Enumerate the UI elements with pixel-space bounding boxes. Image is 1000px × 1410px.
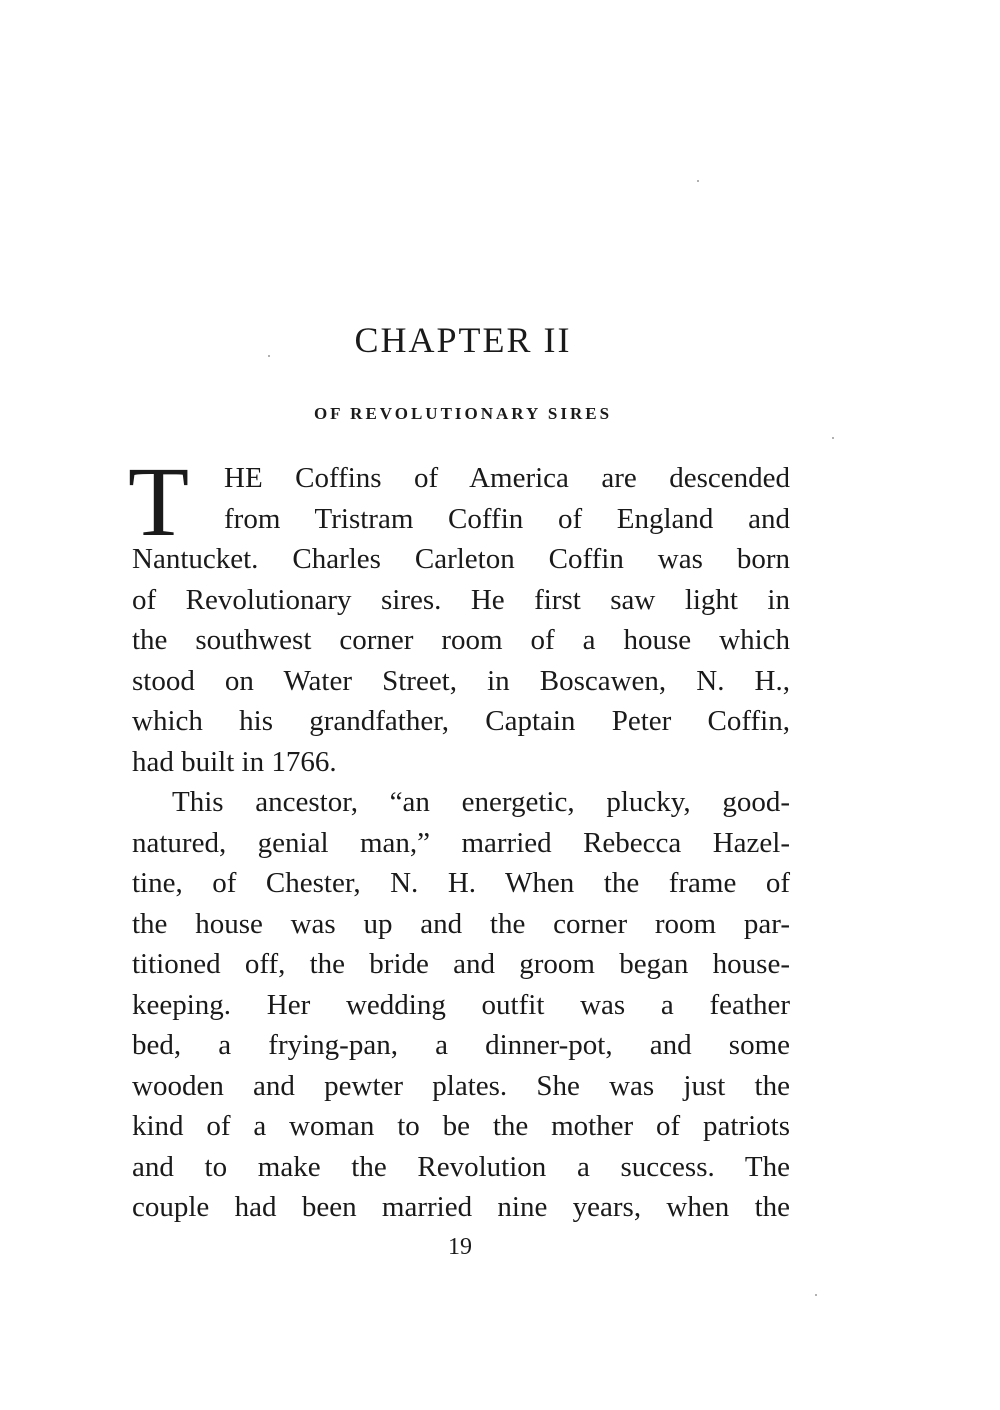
drop-cap: T	[128, 446, 190, 557]
text-line: bed, a frying-pan, a dinner-pot, and some	[132, 1029, 790, 1061]
text-line: from Tristram Coffin of England and	[224, 502, 790, 535]
text-line: This ancestor, “an energetic, plucky, good-	[172, 786, 790, 818]
text-line: wooden and pewter plates. She was just the	[132, 1069, 790, 1102]
text-line: natured, genial man,” married Rebecca Hazel-	[132, 826, 790, 859]
text-line: tine, of Chester, N. H. When the frame of	[132, 867, 790, 899]
chapter-title: CHAPTER II	[354, 320, 572, 360]
text-line: Nantucket. Charles Carleton Coffin was born	[132, 543, 790, 575]
body-text	[132, 458, 790, 1228]
text-line: the house was up and the corner room par-	[132, 907, 790, 940]
text-line: had built in 1766.	[132, 745, 337, 778]
scan-speck	[697, 180, 699, 182]
page-number: 19	[448, 1234, 472, 1260]
text-line: of Revolutionary sires. He first saw light in	[132, 583, 790, 616]
text-line: and to make the Revolution a success. The	[132, 1150, 790, 1183]
paragraph	[132, 782, 790, 1228]
text-line: kind of a woman to be the mother of patriots	[132, 1110, 790, 1142]
chapter-subtitle: OF REVOLUTIONARY SIRES	[313, 404, 613, 423]
text-line: the southwest corner room of a house which	[132, 624, 790, 656]
text-line: titioned off, the bride and groom began house-	[132, 948, 790, 980]
text-line: stood on Water Street, in Boscawen, N. H.,	[132, 664, 790, 697]
scan-speck	[832, 437, 834, 439]
scan-speck	[815, 1294, 817, 1296]
text-line: HE Coffins of America are descended	[224, 462, 790, 494]
text-line: couple had been married nine years, when the	[132, 1191, 790, 1223]
scan-speck	[268, 355, 270, 357]
text-line: keeping. Her wedding outfit was a feather	[132, 988, 790, 1021]
paragraph	[132, 458, 790, 782]
text-line: which his grandfather, Captain Peter Coffin,	[132, 705, 790, 737]
